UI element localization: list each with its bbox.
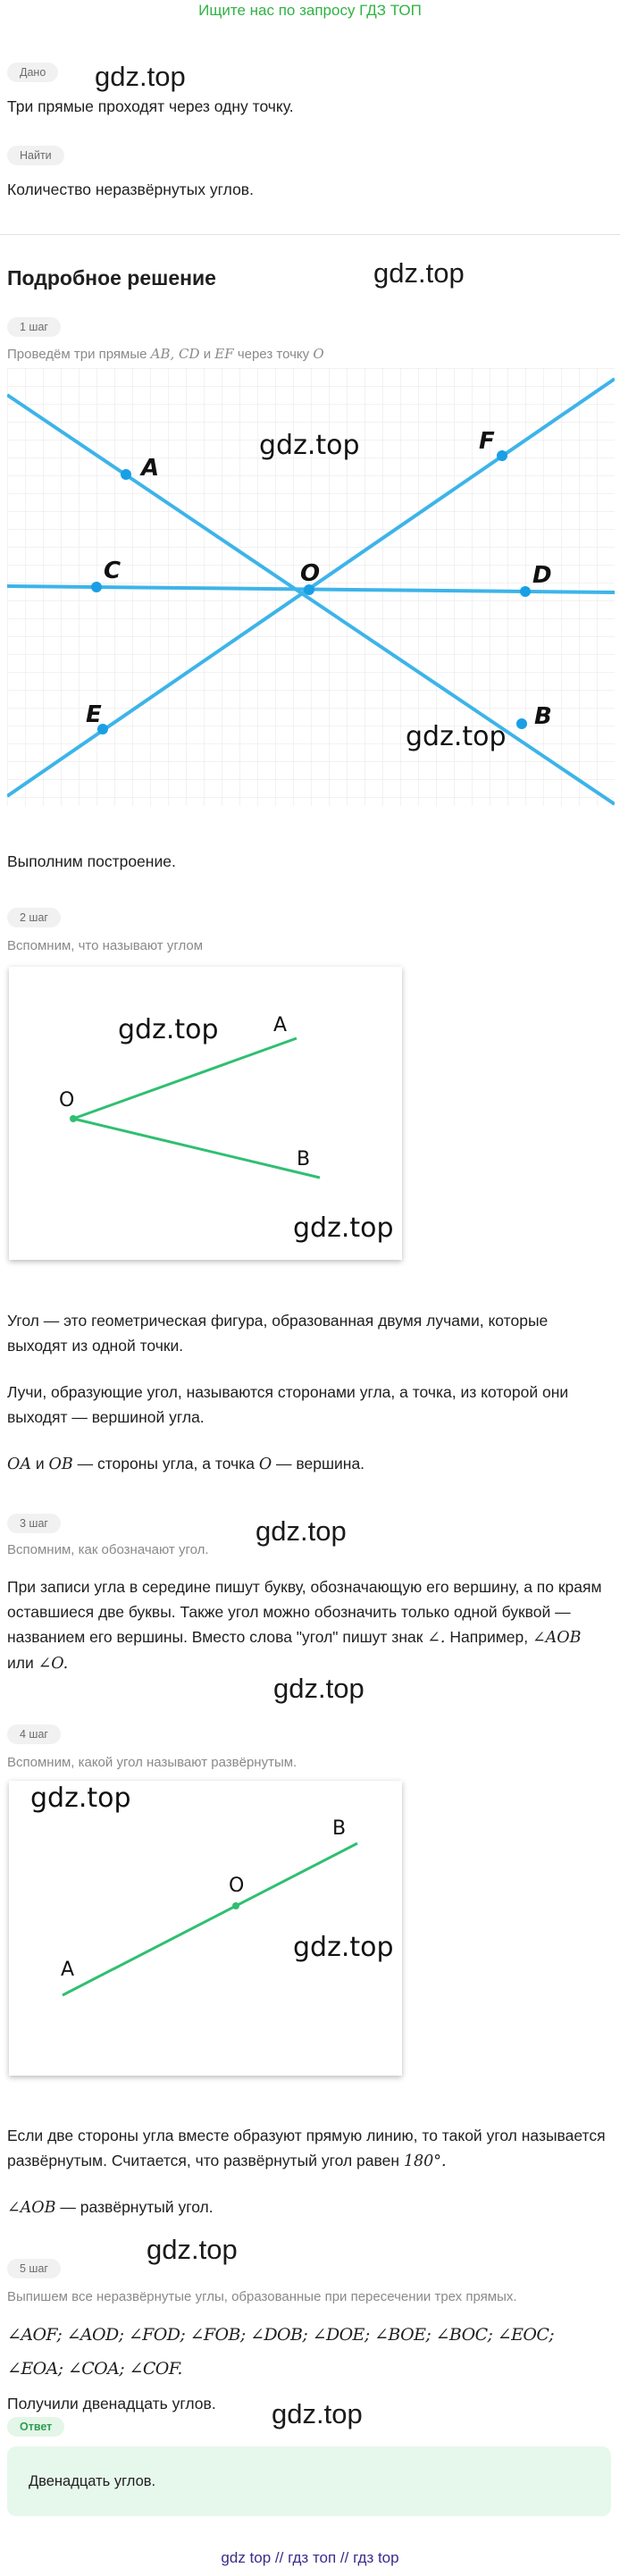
result-text: Получили двенадцать углов.	[7, 2395, 216, 2412]
find-text: Количество неразвёрнутых углов.	[7, 180, 254, 198]
label-b: B	[534, 703, 552, 730]
straight-angle-definition: Если две стороны угла вместе образуют прямую линию, то такой угол называется развёрнутым. Считается, что развёрнутый угол равен 180°.	[7, 2127, 606, 2170]
watermark: gdz.top	[30, 1783, 131, 1814]
watermark: gdz.top	[406, 721, 507, 752]
step-4-label: 4 шаг	[7, 1724, 61, 1744]
watermark: gdz.top	[293, 1932, 394, 1963]
angle-definition: Угол — это геометрическая фигура, образованная двумя лучами, которые выходят из одной точки.	[7, 1312, 549, 1355]
given-label: Дано	[7, 63, 58, 82]
step-4-description: Вспомним, какой угол называют развёрнутым.	[7, 1755, 297, 1770]
step-2-label: 2 шаг	[7, 908, 61, 927]
label-c: C	[104, 558, 121, 584]
solution-title: Подробное решение	[7, 266, 216, 289]
angles-list: ∠AOF; ∠AOD; ∠FOD; ∠FOB; ∠DOB; ∠DOE; ∠BOE; ∠BOC; ∠EOC; ∠EOA; ∠COA; ∠COF.	[7, 2325, 555, 2379]
straight-angle-figure	[9, 1781, 402, 2076]
label-o: O	[300, 560, 321, 587]
footer-links[interactable]: gdz top // гдз топ // гдз top	[221, 2549, 399, 2566]
given-text: Три прямые проходят через одну точку.	[7, 97, 294, 115]
label-f: F	[479, 428, 495, 455]
watermark: gdz.top	[273, 1673, 364, 1704]
step-3-label: 3 шаг	[7, 1514, 61, 1533]
label-d: D	[532, 562, 552, 589]
watermark: gdz.top	[147, 2234, 238, 2265]
label-o: O	[59, 1089, 75, 1112]
point-d	[520, 586, 531, 597]
angle-sides-text: Лучи, образующие угол, называются сторонами угла, а точка, из которой они выходят — вершиной угла.	[7, 1383, 569, 1426]
angle-figure-card	[9, 967, 402, 1260]
answer-label: Ответ	[7, 2417, 64, 2437]
point-b	[516, 718, 527, 729]
divider	[0, 234, 620, 235]
step-1-after-text: Выполним построение.	[7, 852, 176, 870]
point-f	[497, 450, 507, 461]
angle-example-text: OA и OB — стороны угла, а точка O — вершина.	[7, 1455, 365, 1473]
label-b: B	[297, 1148, 311, 1171]
label-o: O	[229, 1875, 245, 1897]
three-lines-figure	[7, 368, 615, 806]
watermark: gdz.top	[95, 61, 186, 92]
angle-figure	[9, 967, 402, 1260]
step-1-description: Проведём три прямые AB, CD и EF через точку O	[7, 346, 324, 362]
step-3-description: Вспомним, как обозначают угол.	[7, 1542, 209, 1557]
watermark: gdz.top	[293, 1212, 394, 1244]
label-b: B	[332, 1817, 347, 1840]
straight-angle-figure-card	[9, 1781, 402, 2076]
watermark: gdz.top	[373, 257, 465, 289]
step-5-label: 5 шаг	[7, 2259, 61, 2278]
watermark: gdz.top	[118, 1014, 219, 1045]
label-a: A	[273, 1014, 288, 1036]
find-label: Найти	[7, 146, 64, 165]
straight-angle-example: ∠AOB — развёрнутый угол.	[7, 2198, 214, 2217]
search-hint-link[interactable]: Ищите нас по запросу ГДЗ ТОП	[198, 2, 422, 19]
answer-box	[7, 2446, 611, 2516]
watermark: gdz.top	[259, 430, 360, 461]
label-e: E	[86, 701, 102, 728]
point-a	[121, 469, 131, 480]
answer-text: Двенадцать углов.	[29, 2473, 156, 2489]
point-c	[91, 582, 102, 592]
step-2-description: Вспомним, что называют углом	[7, 938, 204, 953]
step-1-label: 1 шаг	[7, 317, 61, 337]
label-a: A	[61, 1959, 75, 1981]
label-a: A	[141, 455, 160, 482]
watermark: gdz.top	[272, 2398, 363, 2429]
watermark: gdz.top	[256, 1515, 347, 1547]
angle-notation-text: При записи угла в середине пишут букву, обозначающую его вершину, а по краям оставшиеся две буквы. Также угол можно обозначить только одной буквой — названием его вершины. Вместо слова "угол" пишут знак ∠. Например, ∠AOB или ∠O.	[7, 1578, 602, 1673]
step-5-description: Выпишем все неразвёрнутые углы, образованные при пересечении трех прямых.	[7, 2289, 517, 2304]
